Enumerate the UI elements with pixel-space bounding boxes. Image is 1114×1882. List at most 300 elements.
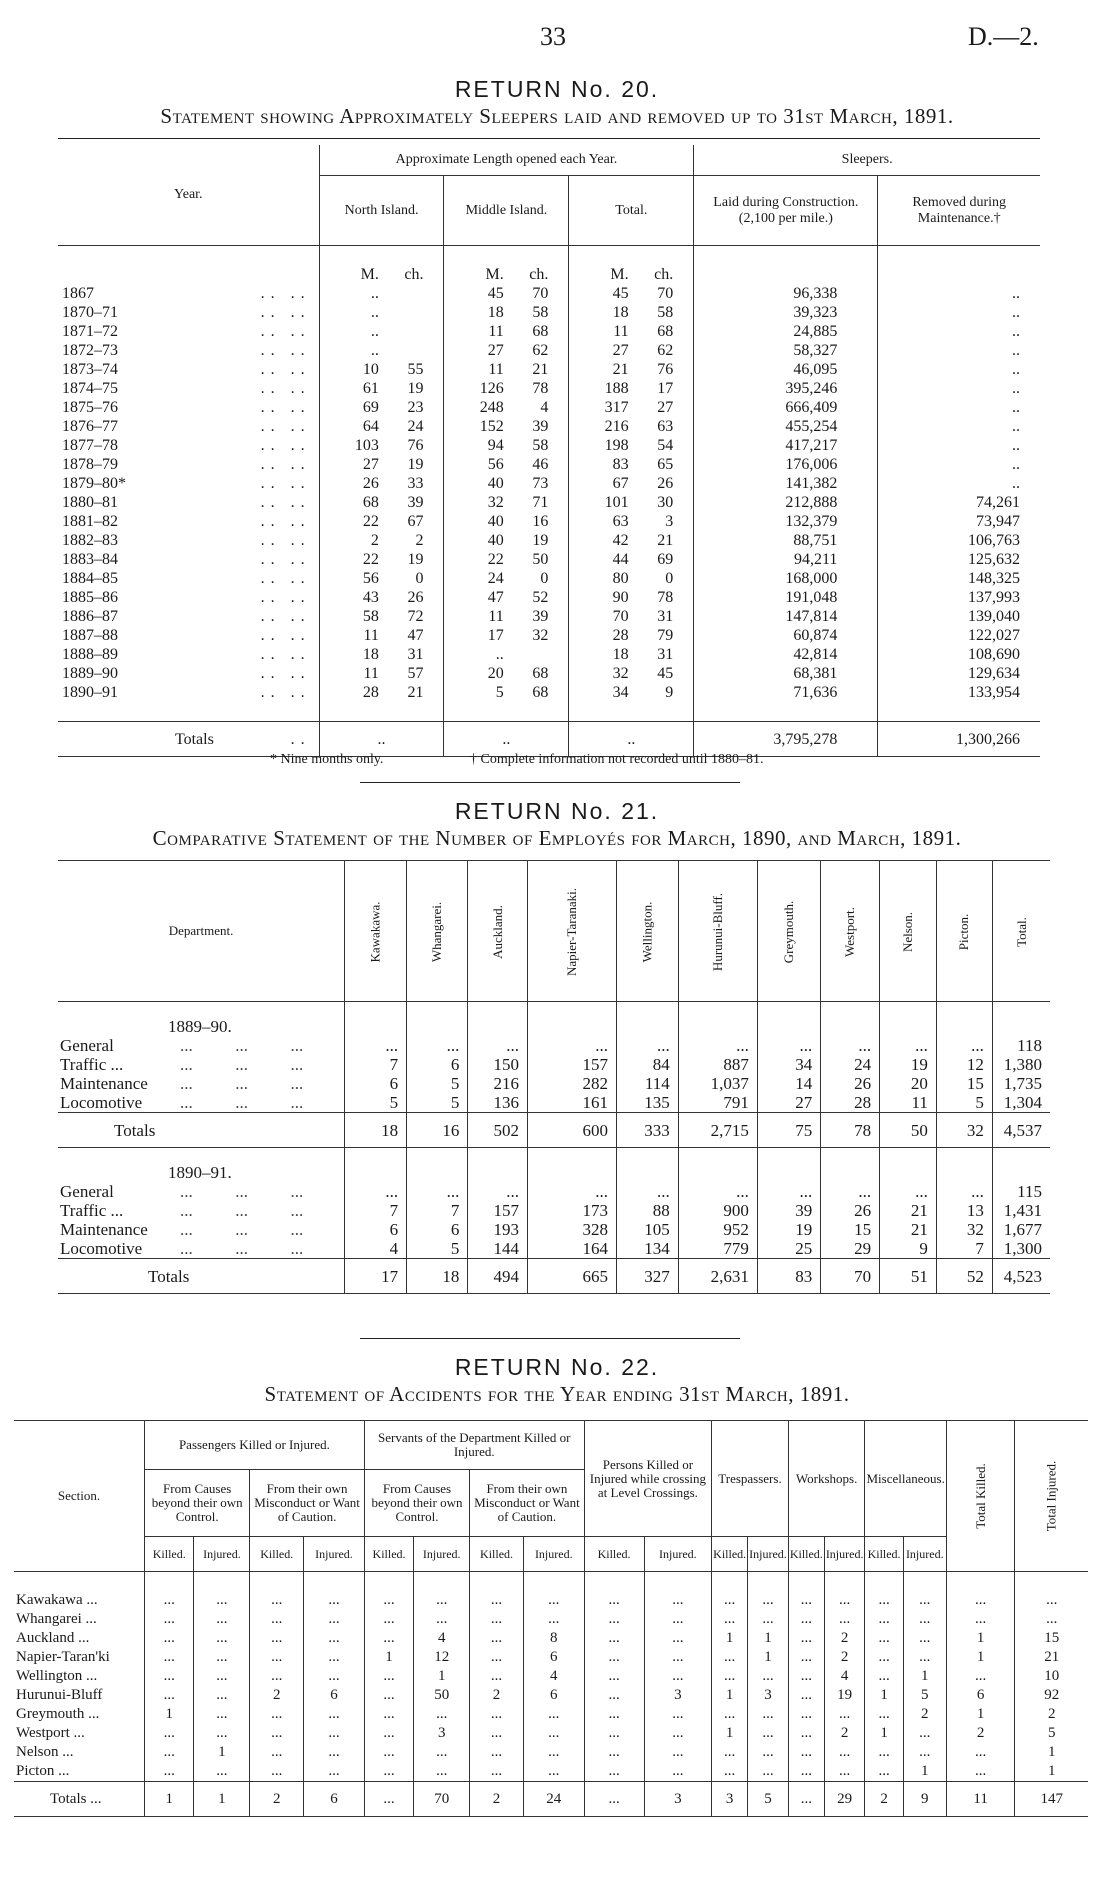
middle-miles: 17 — [444, 626, 504, 645]
value-cell: 2 — [903, 1705, 946, 1724]
value-cell: ... — [470, 1610, 524, 1629]
value-cell: ... — [304, 1591, 365, 1610]
header-injured: Injured. — [824, 1537, 865, 1572]
middle-miles: 45 — [444, 284, 504, 303]
table-row — [58, 550, 1040, 569]
footnote-nine-months: * Nine months only. — [270, 752, 384, 767]
value-cell: 6 — [407, 1055, 468, 1074]
department-label — [58, 1201, 345, 1220]
employees-table-body — [58, 1002, 1050, 1294]
value-cell: 1,300 — [992, 1239, 1050, 1259]
value-cell: ... — [644, 1667, 712, 1686]
department-name: Traffic ... — [60, 1055, 124, 1074]
empty-cell — [936, 1002, 992, 1037]
middle-miles: 5 — [444, 683, 504, 702]
value-cell: 6 — [345, 1074, 407, 1093]
value-cell: 4 — [824, 1667, 865, 1686]
value-cell: ... — [468, 1182, 528, 1201]
value-cell: 1 — [712, 1629, 748, 1648]
empty-cell — [584, 1572, 644, 1592]
department-name: Maintenance — [60, 1074, 148, 1093]
value-cell: 5 — [407, 1239, 468, 1259]
sleepers-laid: 191,048 — [694, 588, 878, 607]
value-cell: 157 — [528, 1055, 617, 1074]
total-value: 665 — [528, 1259, 617, 1294]
middle-chains: 68 — [532, 323, 549, 340]
value-cell: ... — [788, 1724, 824, 1743]
total-miles: 44 — [569, 550, 629, 569]
middle-miles: 152 — [444, 417, 504, 436]
value-cell: 10 — [1015, 1667, 1088, 1686]
value-cell: ... — [824, 1762, 865, 1782]
total-miles: 32 — [569, 664, 629, 683]
header-trespassers: Trespassers. — [712, 1421, 789, 1537]
value-cell: ... — [584, 1610, 644, 1629]
value-cell: ... — [364, 1629, 413, 1648]
value-cell: ... — [414, 1762, 470, 1782]
value-cell: ... — [946, 1762, 1015, 1782]
accidents-table-body — [14, 1572, 1088, 1817]
department-name: Traffic ... — [60, 1201, 124, 1220]
header-total: Total. — [569, 176, 694, 246]
header-laid: Laid during Construction. (2,100 per mile.) — [694, 176, 878, 246]
value-cell: ... — [865, 1705, 903, 1724]
north-miles: 103 — [319, 436, 379, 455]
north-miles: 28 — [319, 683, 379, 702]
leader-dots: .. .. — [260, 380, 311, 397]
value-cell: ... — [678, 1036, 757, 1055]
spacer-row — [14, 1572, 1088, 1592]
year-group-row — [58, 1002, 1050, 1037]
middle-chains: 46 — [532, 456, 549, 473]
value-cell: ... — [194, 1610, 250, 1629]
table-row — [58, 607, 1040, 626]
empty-cell — [748, 1572, 789, 1592]
value-cell: 1 — [194, 1743, 250, 1762]
sleepers-laid: 455,254 — [694, 417, 878, 436]
value-cell: 84 — [617, 1055, 679, 1074]
north-miles: 58 — [319, 607, 379, 626]
header-department: Department. — [58, 861, 345, 1002]
empty-cell — [992, 1148, 1050, 1183]
total-miles: 198 — [569, 436, 629, 455]
leader-dots: .. .. — [260, 570, 311, 587]
value-cell: ... — [865, 1648, 903, 1667]
total-chains: 62 — [657, 342, 674, 359]
value-cell: 2 — [824, 1629, 865, 1648]
sleepers-removed: .. — [878, 341, 1040, 360]
middle-chains: 71 — [532, 494, 549, 511]
value-cell: ... — [788, 1591, 824, 1610]
value-cell: ... — [903, 1743, 946, 1762]
value-cell: ... — [821, 1182, 880, 1201]
empty-cell — [821, 1002, 880, 1037]
section-name: Whangarei ... — [16, 1611, 97, 1627]
value-cell: ... — [865, 1610, 903, 1629]
value-cell: 114 — [617, 1074, 679, 1093]
value-cell: ... — [145, 1629, 194, 1648]
empty-cell — [523, 1572, 584, 1592]
sleepers-removed: .. — [878, 436, 1040, 455]
table-row — [58, 436, 1040, 455]
value-cell: ... — [194, 1648, 250, 1667]
north-chains — [379, 284, 444, 303]
total-value: 6 — [304, 1782, 365, 1817]
total-value: 11 — [946, 1782, 1015, 1817]
accidents-table — [14, 1420, 1088, 1817]
total-value: 18 — [345, 1113, 407, 1148]
value-cell: 5 — [936, 1093, 992, 1113]
total-value: 2,715 — [678, 1113, 757, 1148]
north-chains: 31 — [407, 646, 424, 663]
empty-cell — [528, 1002, 617, 1037]
sleepers-laid: 71,636 — [694, 683, 878, 702]
empty-cell — [821, 1148, 880, 1183]
empty-cell — [880, 1148, 937, 1183]
total-value: 51 — [880, 1259, 937, 1294]
value-cell: 15 — [821, 1220, 880, 1239]
leader-dots: ... ... ... — [180, 1093, 304, 1112]
value-cell: 1 — [865, 1724, 903, 1743]
value-cell: ... — [414, 1743, 470, 1762]
value-cell: ... — [145, 1686, 194, 1705]
value-cell: 1 — [145, 1705, 194, 1724]
middle-chains: 32 — [532, 627, 549, 644]
return-22-title: RETURN No. 22. — [454, 1354, 660, 1380]
value-cell: ... — [250, 1743, 304, 1762]
total-chains: 21 — [657, 532, 674, 549]
total-value: 16 — [407, 1113, 468, 1148]
leader-dots: .. .. — [260, 589, 311, 606]
empty-cell — [757, 1002, 820, 1037]
sleepers-removed: 125,632 — [878, 550, 1040, 569]
empty-cell — [468, 1148, 528, 1183]
section-divider — [360, 1338, 740, 1339]
value-cell: ... — [145, 1743, 194, 1762]
middle-chains: 50 — [532, 551, 549, 568]
middle-miles: 47 — [444, 588, 504, 607]
year-cell: 1882–83 — [62, 532, 118, 549]
total-chains: 31 — [657, 646, 674, 663]
value-cell: ... — [617, 1036, 679, 1055]
leader-dots: .. .. — [260, 285, 311, 302]
middle-miles: 40 — [444, 512, 504, 531]
sleepers-table: Year. Approximate Length opened each Year. Sleepers. North Island. Middle Island. Total. Laid during Construction. (2,100 per mile.) Removed during Maintenance.† M. ch. M. ch. M. ch. 1867 .. .. .. 45 70 45 70 96,338 .. 1870–71 .. .. .. 18 58 18 58 39,323 .. 1871–72 .. .. .. 11 68 11 68 24,885 .. 1872–73 .. .. .. 27 62 27 62 58,327 .. 1873–74 .. .. 10 55 11 21 21 76 46,095 .. 1874–75 .. .. 61 19 126 78 188 17 395,246 .. 1875–76 .. .. 69 23 248 4 317 27 666,409 .. 1876–77 .. .. 64 24 152 39 216 63 455,254 .. 1877–78 .. .. 103 76 94 58 198 54 417,217 .. 1878–79 .. .. 27 19 56 46 83 65 176,006 .. 1879–80* .. .. 26 33 40 73 67 26 141,382 .. 1880–81 .. .. 68 39 32 71 101 30 212,888 74,261 1881–82 .. .. 22 67 40 16 63 3 132,379 73,947 1882–83 .. .. 2 2 40 19 42 21 88,751 106,763 1883–84 .. .. 22 19 22 50 44 69 94,211 125,632 1884–85 .. .. 56 0 24 0 80 0 168,000 148,325 1885–86 .. .. 43 26 47 52 90 78 191,048 137,993 1886–87 .. .. 58 72 11 39 70 31 147,814 139,040 1887–88 .. .. 11 47 17 32 28 79 60,874 122,027 1888–89 .. .. 18 31 .. 18 31 42,814 108,690 1889–90 .. .. 11 57 20 68 32 45 68,381 129,634 1890–91 .. .. 28 21 5 68 34 9 71,636 133,954 Totals .. .. .. .. 3,795,278 1,300,266 — [58, 145, 1040, 757]
unit-miles: M. — [319, 265, 379, 284]
value-cell: ... — [903, 1724, 946, 1743]
middle-miles: 248 — [444, 398, 504, 417]
value-cell: 7 — [936, 1239, 992, 1259]
value-cell: ... — [250, 1705, 304, 1724]
value-cell: ... — [1015, 1610, 1088, 1629]
total-value: 9 — [903, 1782, 946, 1817]
value-cell: ... — [250, 1667, 304, 1686]
north-miles: 69 — [319, 398, 379, 417]
total-value: 5 — [748, 1782, 789, 1817]
total-value: 2 — [250, 1782, 304, 1817]
sleepers-removed: .. — [878, 474, 1040, 493]
value-cell: ... — [865, 1591, 903, 1610]
value-cell: ... — [470, 1705, 524, 1724]
table-row — [58, 1036, 1050, 1055]
value-cell: ... — [824, 1610, 865, 1629]
header-injured: Injured. — [644, 1537, 712, 1572]
value-cell: ... — [946, 1610, 1015, 1629]
total-value: 2,631 — [678, 1259, 757, 1294]
value-cell: ... — [523, 1591, 584, 1610]
sleepers-removed: .. — [878, 322, 1040, 341]
total-chains: 3 — [665, 513, 674, 530]
value-cell: 2 — [824, 1648, 865, 1667]
sleepers-table-body — [58, 246, 1040, 703]
sleepers-laid: 212,888 — [694, 493, 878, 512]
total-value: 327 — [617, 1259, 679, 1294]
section-name: Picton ... — [16, 1763, 70, 1779]
return-20-title: RETURN No. 20. — [454, 76, 660, 102]
value-cell: ... — [788, 1686, 824, 1705]
total-chains: 70 — [657, 285, 674, 302]
value-cell: ... — [678, 1182, 757, 1201]
table-row — [58, 341, 1040, 360]
year-cell: 1880–81 — [62, 494, 118, 511]
header-workshops: Workshops. — [788, 1421, 865, 1537]
empty-cell — [414, 1572, 470, 1592]
unit-chains: ch. — [404, 266, 424, 283]
return-21-title: RETURN No. 21. — [454, 798, 660, 824]
empty-cell — [644, 1572, 712, 1592]
value-cell: ... — [644, 1705, 712, 1724]
value-cell: 27 — [757, 1093, 820, 1113]
value-cell: 19 — [757, 1220, 820, 1239]
value-cell: ... — [903, 1610, 946, 1629]
total-value: 3 — [712, 1782, 748, 1817]
header-killed: Killed. — [145, 1537, 194, 1572]
middle-miles: .. — [444, 645, 504, 664]
column-header-greymouth: Greymouth. — [757, 861, 820, 1002]
value-cell: 887 — [678, 1055, 757, 1074]
value-cell: ... — [523, 1743, 584, 1762]
middle-chains: 68 — [532, 684, 549, 701]
value-cell: ... — [644, 1629, 712, 1648]
year-cell: 1881–82 — [62, 513, 118, 530]
north-miles: 2 — [319, 531, 379, 550]
value-cell: 779 — [678, 1239, 757, 1259]
value-cell: ... — [364, 1705, 413, 1724]
table-row — [58, 1239, 1050, 1259]
department-label — [58, 1036, 345, 1055]
total-miles: 18 — [569, 645, 629, 664]
year-group-label: 1890–91. — [168, 1163, 232, 1182]
totals-row — [58, 1259, 1050, 1294]
north-chains: 2 — [415, 532, 424, 549]
north-miles: 18 — [319, 645, 379, 664]
sleepers-laid: 42,814 — [694, 645, 878, 664]
value-cell: 32 — [936, 1220, 992, 1239]
value-cell: 6 — [407, 1220, 468, 1239]
leader-dots: .. .. — [260, 342, 311, 359]
sleepers-laid: 94,211 — [694, 550, 878, 569]
value-cell: ... — [304, 1629, 365, 1648]
total-chains: 26 — [657, 475, 674, 492]
value-cell: 2 — [824, 1724, 865, 1743]
leader-dots: ... ... ... — [180, 1239, 304, 1258]
value-cell: ... — [712, 1667, 748, 1686]
value-cell: ... — [468, 1036, 528, 1055]
total-value: 70 — [414, 1782, 470, 1817]
middle-miles: 27 — [444, 341, 504, 360]
header-middle-island: Middle Island. — [444, 176, 569, 246]
value-cell: 21 — [880, 1201, 937, 1220]
value-cell: ... — [145, 1648, 194, 1667]
north-chains: 0 — [415, 570, 424, 587]
table-row — [14, 1667, 1088, 1686]
value-cell: ... — [644, 1762, 712, 1782]
north-chains: 19 — [407, 551, 424, 568]
value-cell: 92 — [1015, 1686, 1088, 1705]
value-cell: 6 — [523, 1686, 584, 1705]
leader-dots: .. .. — [260, 551, 311, 568]
year-cell: 1879–80* — [62, 475, 126, 492]
north-miles: 27 — [319, 455, 379, 474]
value-cell: 1 — [712, 1686, 748, 1705]
empty-cell — [1015, 1572, 1088, 1592]
value-cell: ... — [304, 1724, 365, 1743]
total-value: 29 — [824, 1782, 865, 1817]
value-cell: 1 — [946, 1648, 1015, 1667]
value-cell: 1,677 — [992, 1220, 1050, 1239]
value-cell: ... — [584, 1629, 644, 1648]
north-chains: 55 — [407, 361, 424, 378]
totals-north: .. — [319, 722, 444, 757]
value-cell: ... — [250, 1610, 304, 1629]
header-killed: Killed. — [788, 1537, 824, 1572]
total-value: 600 — [528, 1113, 617, 1148]
empty-cell — [617, 1148, 679, 1183]
middle-chains: 58 — [532, 437, 549, 454]
total-value: 78 — [821, 1113, 880, 1148]
value-cell: 144 — [468, 1239, 528, 1259]
value-cell: ... — [748, 1705, 789, 1724]
year-cell: 1884–85 — [62, 570, 118, 587]
total-miles: 83 — [569, 455, 629, 474]
totals-label: Totals ... — [14, 1782, 145, 1817]
header-killed: Killed. — [250, 1537, 304, 1572]
empty-cell — [824, 1572, 865, 1592]
return-20-top-rule — [58, 138, 1040, 139]
total-miles: 70 — [569, 607, 629, 626]
north-chains: 76 — [407, 437, 424, 454]
header-injured: Injured. — [194, 1537, 250, 1572]
north-chains: 19 — [407, 380, 424, 397]
value-cell: ... — [748, 1667, 789, 1686]
table-row — [58, 493, 1040, 512]
return-22-subtitle: Statement of Accidents for the Year ending 31st March, 1891. — [264, 1382, 850, 1406]
north-miles: 61 — [319, 379, 379, 398]
value-cell: 12 — [414, 1648, 470, 1667]
value-cell: 173 — [528, 1201, 617, 1220]
table-row — [14, 1743, 1088, 1762]
empty-cell — [304, 1572, 365, 1592]
year-cell: 1874–75 — [62, 380, 118, 397]
value-cell: ... — [414, 1705, 470, 1724]
value-cell: 29 — [821, 1239, 880, 1259]
table-row — [58, 664, 1040, 683]
table-row — [58, 512, 1040, 531]
document-reference: D.—2. — [968, 22, 1039, 51]
sleepers-laid: 141,382 — [694, 474, 878, 493]
totals-laid: 3,795,278 — [694, 722, 878, 757]
table-row — [14, 1648, 1088, 1667]
value-cell: ... — [748, 1762, 789, 1782]
value-cell: ... — [788, 1667, 824, 1686]
value-cell: ... — [364, 1762, 413, 1782]
value-cell: ... — [470, 1648, 524, 1667]
totals-label: Totals — [174, 730, 214, 748]
table-row — [58, 588, 1040, 607]
value-cell: 136 — [468, 1093, 528, 1113]
value-cell: 5 — [407, 1093, 468, 1113]
value-cell: ... — [788, 1705, 824, 1724]
total-chains: 54 — [657, 437, 674, 454]
sleepers-removed: 137,993 — [878, 588, 1040, 607]
north-miles: .. — [319, 303, 379, 322]
total-miles: 28 — [569, 626, 629, 645]
leader-dots: ... ... ... — [180, 1201, 304, 1220]
header-killed: Killed. — [470, 1537, 524, 1572]
value-cell: 19 — [880, 1055, 937, 1074]
total-value: 75 — [757, 1113, 820, 1148]
total-value: 1 — [194, 1782, 250, 1817]
empty-cell — [345, 1148, 407, 1183]
column-header-auckland: Auckland. — [468, 861, 528, 1002]
value-cell: ... — [470, 1724, 524, 1743]
value-cell: ... — [584, 1762, 644, 1782]
value-cell: ... — [304, 1610, 365, 1629]
header-killed: Killed. — [364, 1537, 413, 1572]
section-name: Kawakawa ... — [16, 1592, 98, 1608]
total-value: 17 — [345, 1259, 407, 1294]
value-cell: ... — [194, 1762, 250, 1782]
value-cell: ... — [584, 1686, 644, 1705]
value-cell: ... — [788, 1648, 824, 1667]
sleepers-laid: 147,814 — [694, 607, 878, 626]
value-cell: 4 — [345, 1239, 407, 1259]
total-value: 3 — [644, 1782, 712, 1817]
column-header-kawakawa: Kawakawa. — [345, 861, 407, 1002]
north-chains: 57 — [407, 665, 424, 682]
total-miles: 27 — [569, 341, 629, 360]
north-miles: 22 — [319, 512, 379, 531]
sleepers-laid: 46,095 — [694, 360, 878, 379]
value-cell: 2 — [1015, 1705, 1088, 1724]
header-servants-misconduct: From their own Misconduct or Want of Caution. — [470, 1470, 584, 1537]
north-chains: 47 — [407, 627, 424, 644]
year-cell: 1870–71 — [62, 304, 118, 321]
north-chains: 67 — [407, 513, 424, 530]
empty-cell — [788, 1572, 824, 1592]
table-row — [14, 1686, 1088, 1705]
value-cell: ... — [414, 1610, 470, 1629]
value-cell: ... — [712, 1591, 748, 1610]
value-cell: 135 — [617, 1093, 679, 1113]
sleepers-removed: .. — [878, 398, 1040, 417]
north-miles: 26 — [319, 474, 379, 493]
total-value: 18 — [407, 1259, 468, 1294]
table-row — [58, 1220, 1050, 1239]
value-cell: 1 — [414, 1667, 470, 1686]
value-cell: 14 — [757, 1074, 820, 1093]
sleepers-removed: .. — [878, 284, 1040, 303]
